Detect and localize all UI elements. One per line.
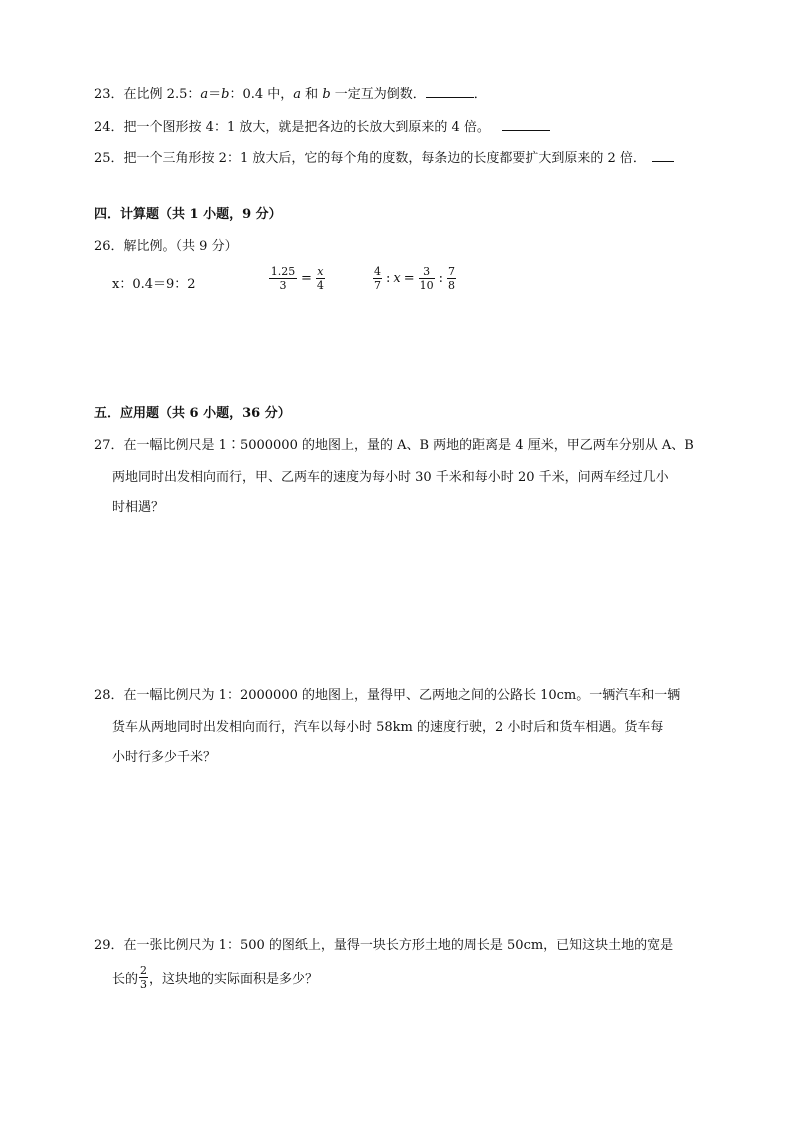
question-27-line-2: 两地同时出发相向而行，甲、乙两车的速度为每小时 30 千米和每小时 20 千米，问两车经过几小 [112, 470, 669, 485]
variable-x: x [393, 271, 401, 286]
question-text: 一定互为倒数． [330, 87, 426, 102]
question-text: 在一幅比例尺为 1：2000000 的地图上，量得甲、乙两地之间的公路长 10cm。一辆汽车和一辆 [123, 688, 681, 703]
fraction [419, 265, 435, 292]
question-28-line-2: 货车从两地同时出发相向而行，汽车以每小时 58km 的速度行驶，2 小时后和货车相遇。货车每 [112, 720, 664, 735]
question-text: 在一张比例尺为 1：500 的图纸上，量得一块长方形土地的周长是 50cm，已知这块土地的宽是 [123, 938, 674, 953]
fraction [373, 265, 382, 292]
question-text: 解比例。（共 9 分） [123, 239, 238, 254]
question-end: ． [473, 87, 487, 102]
question-text: 长的 [112, 972, 139, 987]
question-number: 23． [94, 87, 124, 102]
equation-3 [372, 265, 457, 292]
numerator: 7 [448, 265, 456, 278]
question-27-line-3: 时相遇？ [112, 500, 165, 515]
question-number: 27． [94, 438, 124, 453]
numerator: 1.25 [270, 265, 296, 278]
question-number: 29． [94, 938, 124, 953]
variable-b: b [322, 87, 331, 102]
equals-sign: ＝ [208, 87, 222, 102]
question-25 [94, 148, 674, 168]
answer-blank[interactable] [502, 117, 550, 131]
denominator: 3 [140, 978, 148, 991]
question-text: 在一幅比例尺是 1∶5000000 的地图上，量的 A、B 两地的距离是 4 厘米，甲乙两车分别从 A、B [123, 438, 694, 453]
variable-a: a [293, 87, 302, 102]
question-number: 26． [94, 239, 124, 254]
fraction [447, 265, 456, 292]
equals-sign: = [301, 271, 312, 286]
question-text: ：0.4 中， [229, 87, 294, 102]
variable-b: b [221, 87, 230, 102]
question-26 [94, 238, 238, 256]
fraction [316, 265, 325, 292]
question-number: 24． [94, 120, 124, 135]
denominator: 3 [269, 278, 297, 292]
numerator: 4 [374, 265, 381, 278]
ratio-sign: : [386, 271, 391, 286]
fraction [269, 265, 297, 292]
variable-a: a [200, 87, 209, 102]
numerator: 2 [140, 964, 148, 977]
numerator: 3 [423, 265, 431, 278]
question-23 [94, 84, 487, 104]
answer-blank[interactable] [426, 84, 474, 98]
question-29-line-1 [94, 937, 673, 955]
question-27-line-1 [94, 437, 694, 455]
question-28-line-3: 小时行多少千米？ [112, 750, 217, 765]
question-number: 28． [94, 688, 124, 703]
fraction [139, 964, 148, 991]
equation-2 [268, 265, 326, 292]
equation-1: x：0.4＝9：2 [112, 277, 196, 292]
section-title-5: 五．应用题（共 6 小题，36 分） [94, 406, 291, 421]
denominator: 4 [316, 279, 324, 292]
question-text: ，这块地的实际面积是多少？ [149, 972, 319, 987]
question-text: 把一个图形按 4：1 放大，就是把各边的长放大到原来的 4 倍。 [123, 120, 490, 135]
numerator: x [317, 265, 324, 278]
denominator: 10 [419, 279, 434, 292]
equals-sign: = [403, 271, 415, 286]
question-text: 把一个三角形按 2：1 放大后，它的每个角的度数，每条边的长度都要扩大到原来的 2 倍． [123, 151, 646, 166]
question-text: 和 [301, 87, 323, 102]
section-title-4: 四．计算题（共 1 小题，9 分） [94, 207, 282, 222]
denominator: 8 [448, 279, 456, 292]
answer-blank[interactable] [652, 148, 674, 162]
question-24 [94, 117, 550, 137]
question-28-line-1 [94, 687, 680, 705]
question-29-line-2 [112, 964, 318, 991]
ratio-sign: : [438, 271, 444, 286]
denominator: 7 [374, 279, 381, 292]
question-text: 在比例 2.5： [123, 87, 201, 102]
question-number: 25． [94, 151, 124, 166]
